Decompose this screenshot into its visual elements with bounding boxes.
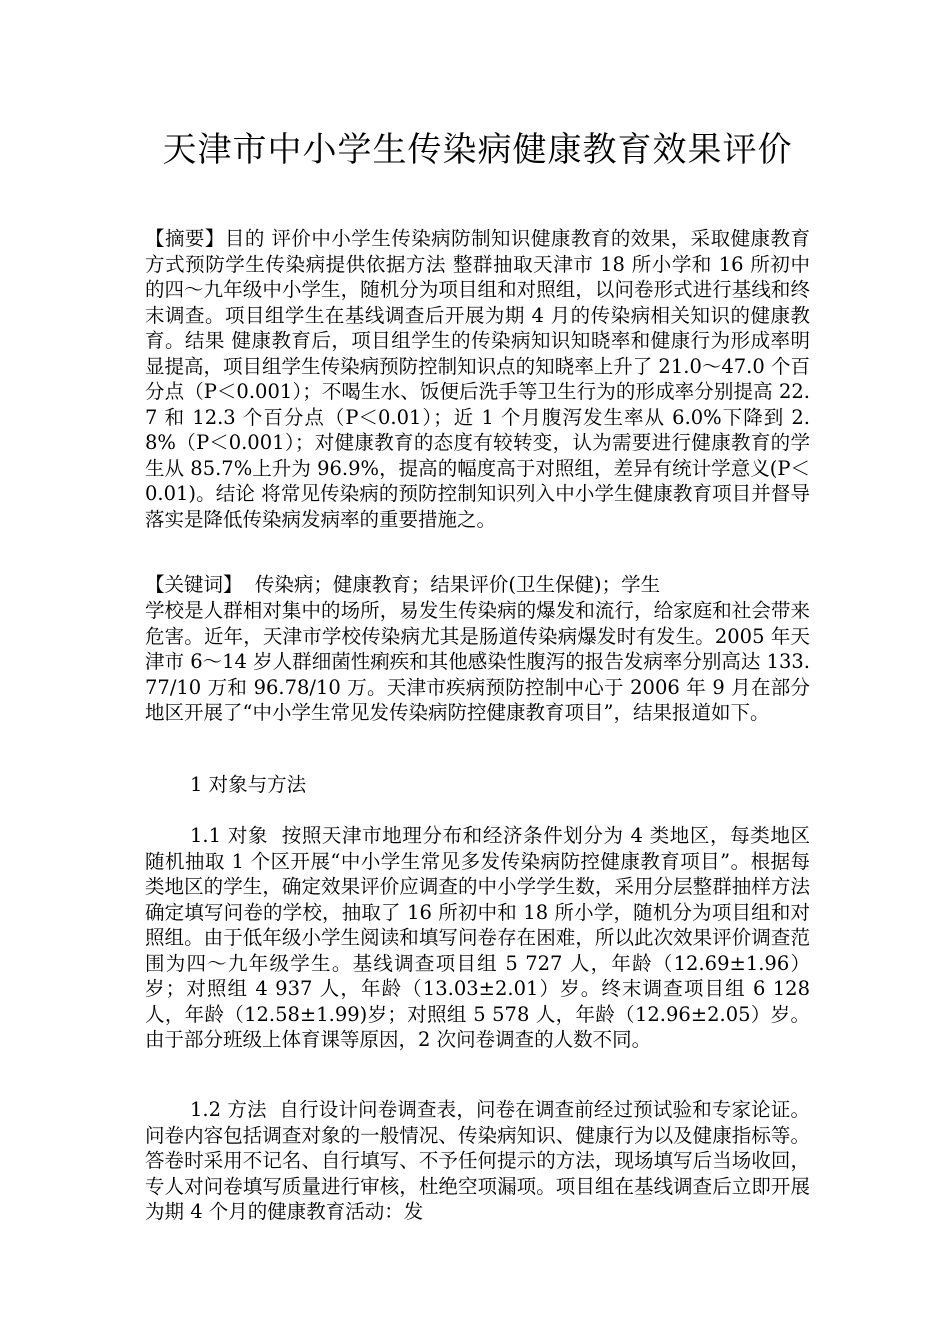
subsection-1-1-text: 按照天津市地理分布和经济条件划分为 4 类地区，每类地区随机抽取 1 个区开展“中小学生常见多发传染病防控健康教育项目”。根据每类地区的学生，确定效果评价应调查的中小学学生数，采用分层整群抽样方法确定填写问卷的学校，抽取了 16 所初中和 18 所小学，随机分为项目组和对照组。由于低年级小学生阅读和填写问卷存在困难，所以此次效果评价调查范围为四～九年级学生。基线调查项目组 5 727 人，年龄（12.69±1.96）岁；对照组 4 937 人，年龄（13.03±2.01）岁。终末调查项目组 6 128 人，年龄（12.58±1.99)岁；对照组 5 578 人，年龄（12.96±2.05）岁。由于部分班级上体育课等原因，2 次问卷调查的人数不同。 <box>145 824 810 1051</box>
abstract-text: 目的 评价中小学生传染病防制知识健康教育的效果，采取健康教育方式预防学生传染病提供依据方法 整群抽取天津市 18 所小学和 16 所初中的四～九年级中小学生，随机分为项目组和对照组，以问卷形式进行基线和终末调查。项目组学生在基线调查后开展为期 4 月的传染病相关知识的健康教育。结果 健康教育后，项目组学生的传染病知识知晓率和健康行为形成率明显提高，项目组学生传染病预防控制知识点的知晓率上升了 21.0～47.0 个百分点（P＜0.001）；不喝生水、饭便后洗手等卫生行为的形成率分别提高 22.7 和 12.3 个百分点（P＜0.01）；近 1 个月腹泻发生率从 6.0%下降到 2.8%（P＜0.001）；对健康教育的态度有较转变，认为需要进行健康教育的学生从 85.7%上升为 96.9%，提高的幅度高于对照组，差异有统计学意义(P＜0.01)。结论 将常见传染病的预防控制知识列入中小学生健康教育项目并督导落实是降低传染病发病率的重要措施之。 <box>145 227 810 531</box>
subsection-1-1-heading: 1.1 对象 <box>190 824 269 847</box>
section-heading: 1 对象与方法 <box>190 773 307 796</box>
abstract-paragraph <box>145 226 810 532</box>
keywords-label: 【关键词】 <box>145 573 243 596</box>
subsection-1-1-paragraph <box>145 823 810 1053</box>
subsection-1-2-paragraph <box>145 1097 810 1225</box>
keywords-paragraph <box>145 572 810 598</box>
keywords-text: 传染病；健康教育；结果评价(卫生保健)；学生 <box>254 573 661 596</box>
intro-paragraph: 学校是人群相对集中的场所，易发生传染病的爆发和流行，给家庭和社会带来危害。近年，天津市学校传染病尤其是肠道传染病爆发时有发生。2005 年天津市 6～14 岁人群细菌性痢疾和其他感染性腹泻的报告发病率分别高达 133.77/10 万和 96.78/10 万。天津市疾病预防控制中心于 2006 年 9 月在部分地区开展了“中小学生常见发传染病防控健康教育项目”，结果报道如下。 <box>145 599 810 724</box>
subsection-1-2-text: 自行设计问卷调查表，问卷在调查前经过预试验和专家论证。问卷内容包括调查对象的一般情况、传染病知识、健康行为以及健康指标等。答卷时采用不记名、自行填写、不予任何提示的方法，现场填写后当场收回，专人对问卷填写质量进行审核，杜绝空项漏项。项目组在基线调查后立即开展为期 4 个月的健康教育活动：发 <box>145 1098 810 1223</box>
subsection-1-2-heading: 1.2 方法 <box>190 1098 267 1121</box>
document-title: 天津市中小学生传染病健康教育效果评价 <box>162 130 793 170</box>
abstract-label: 【摘要】 <box>145 227 225 250</box>
